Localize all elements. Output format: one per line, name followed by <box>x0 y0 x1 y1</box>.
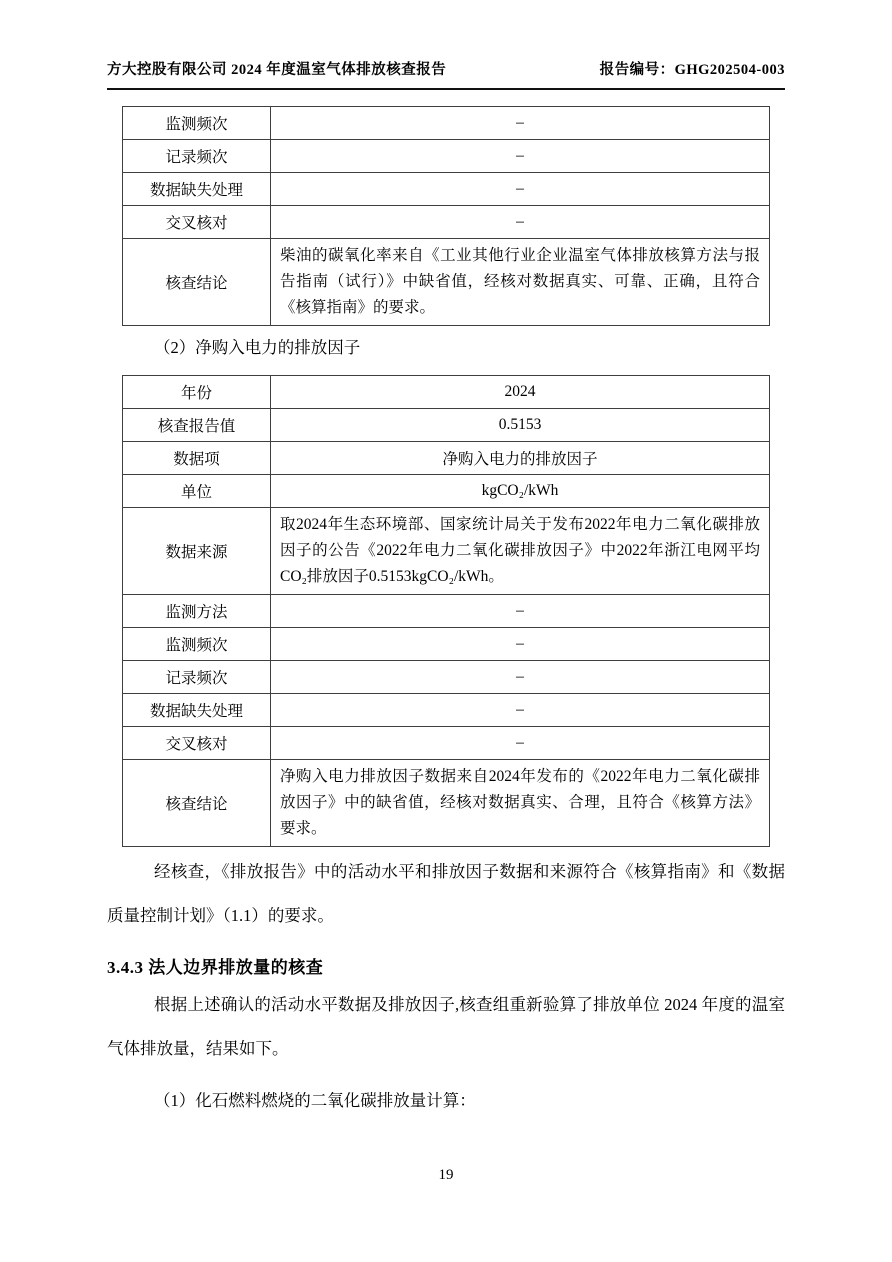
table-row <box>123 376 770 409</box>
row-label: 监测频次 <box>123 107 271 140</box>
row-value: – <box>271 661 770 694</box>
row-value: – <box>271 140 770 173</box>
page-header <box>107 58 785 90</box>
table-row <box>123 239 770 326</box>
row-label: 年份 <box>123 376 271 409</box>
body-paragraph-verification-summary: 经核查，《排放报告》中的活动水平和排放因子数据和来源符合《核算指南》和《数据质量控制计划》（1.1）的要求。 <box>107 862 785 925</box>
table-row <box>123 661 770 694</box>
table-row <box>123 107 770 140</box>
row-value: 净购入电力排放因子数据来自2024年发布的《2022年电力二氧化碳排放因子》中的缺省值，经核对数据真实、合理，且符合《核算方法》要求。 <box>271 760 770 847</box>
row-value: 2024 <box>271 376 770 409</box>
row-value: 净购入电力的排放因子 <box>271 442 770 475</box>
row-label: 数据来源 <box>123 508 271 595</box>
row-value: – <box>271 107 770 140</box>
row-value: – <box>271 173 770 206</box>
list-item-caption-electricity: （2）净购入电力的排放因子 <box>154 338 361 357</box>
row-label: 核查结论 <box>123 239 271 326</box>
electricity-factor-table <box>122 375 770 847</box>
row-value: – <box>271 727 770 760</box>
diesel-factor-table <box>122 106 770 326</box>
row-value: 0.5153 <box>271 409 770 442</box>
list-item-caption-fossil: （1）化石燃料燃烧的二氧化碳排放量计算： <box>154 1091 476 1110</box>
header-title: 方大控股有限公司 2024 年度温室气体排放核查报告 <box>107 62 447 78</box>
row-value: – <box>271 694 770 727</box>
body-paragraph-recalculation: 根据上述确认的活动水平数据及排放因子,核查组重新验算了排放单位 2024 年度的温室气体排放量，结果如下。 <box>107 995 785 1058</box>
row-label: 单位 <box>123 475 271 508</box>
row-label: 监测方法 <box>123 595 271 628</box>
row-value: 取2024年生态环境部、国家统计局关于发布2022年电力二氧化碳排放因子的公告《2022年电力二氧化碳排放因子》中2022年浙江电网平均CO₂排放因子0.5153kgCO₂/kWh。 <box>271 508 770 595</box>
row-label: 核查结论 <box>123 760 271 847</box>
table-row <box>123 206 770 239</box>
table-row <box>123 727 770 760</box>
header-report-number: 报告编号：GHG202504-003 <box>599 62 785 78</box>
table-row <box>123 409 770 442</box>
row-label: 数据项 <box>123 442 271 475</box>
section-heading-343: 3.4.3 法人边界排放量的核查 <box>107 958 324 977</box>
row-value: – <box>271 628 770 661</box>
row-label: 交叉核对 <box>123 727 271 760</box>
row-label: 记录频次 <box>123 140 271 173</box>
table-row <box>123 760 770 847</box>
row-value: 柴油的碳氧化率来自《工业其他行业企业温室气体排放核算方法与报告指南（试行）》中缺省值，经核对数据真实、可靠、正确，且符合《核算指南》的要求。 <box>271 239 770 326</box>
row-label: 记录频次 <box>123 661 271 694</box>
table-row <box>123 475 770 508</box>
row-label: 数据缺失处理 <box>123 694 271 727</box>
row-value: kgCO₂/kWh <box>271 475 770 508</box>
table-row <box>123 628 770 661</box>
table-row <box>123 694 770 727</box>
row-label: 数据缺失处理 <box>123 173 271 206</box>
page-number: 19 <box>438 1167 454 1183</box>
table-row <box>123 140 770 173</box>
table-row <box>123 173 770 206</box>
row-value: – <box>271 595 770 628</box>
row-label: 交叉核对 <box>123 206 271 239</box>
row-label: 监测频次 <box>123 628 271 661</box>
table-row <box>123 508 770 595</box>
row-label: 核查报告值 <box>123 409 271 442</box>
table-row <box>123 595 770 628</box>
row-value: – <box>271 206 770 239</box>
table-row <box>123 442 770 475</box>
